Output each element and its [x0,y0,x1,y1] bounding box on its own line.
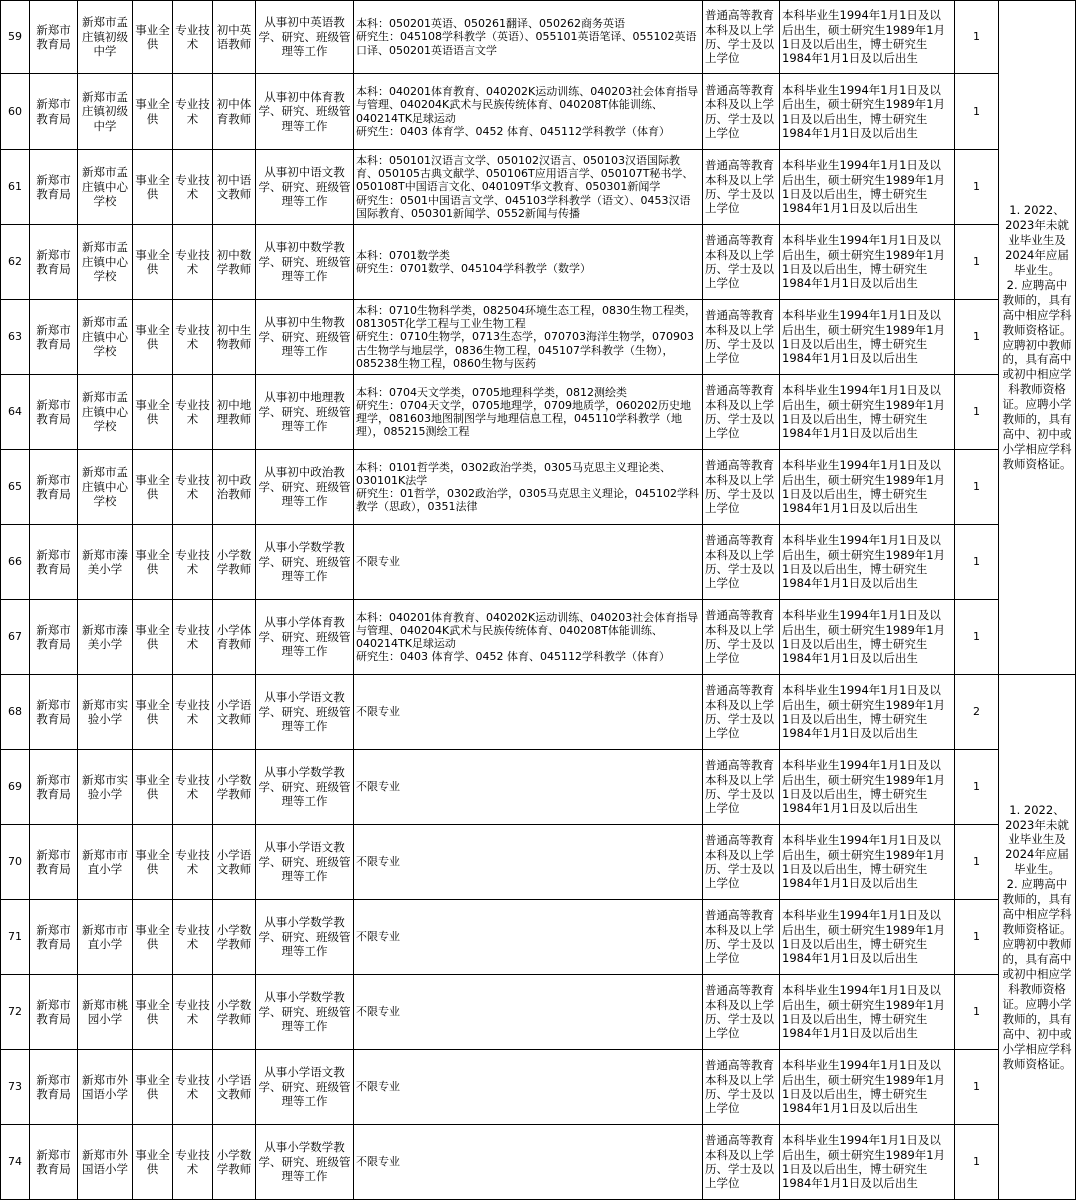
row-number: 73 [1,1050,30,1125]
department-cell: 新郑市教育局 [30,975,78,1050]
post-category-cell: 专业技术 [173,1050,213,1125]
table-row [1,1125,1076,1200]
table-row [1,375,1076,450]
row-number: 74 [1,1125,30,1200]
school-cell: 新郑市溱美小学 [78,525,133,600]
age-requirement-cell: 本科毕业生1994年1月1日及以后出生，硕士研究生1989年1月1日及以后出生，博士研究生1984年1月1日及以后出生 [780,225,955,300]
school-cell: 新郑市孟庄镇中心学校 [78,300,133,375]
row-number: 69 [1,750,30,825]
school-cell: 新郑市实验小学 [78,675,133,750]
education-cell: 普通高等教育本科及以上学历、学士及以上学位 [703,1,780,74]
education-cell: 普通高等教育本科及以上学历、学士及以上学位 [703,1050,780,1125]
duty-cell: 从事初中数学教学、研究、班级管理等工作 [256,225,354,300]
education-cell: 普通高等教育本科及以上学历、学士及以上学位 [703,150,780,225]
post-name-cell: 小学语文教师 [213,825,256,900]
age-requirement-cell: 本科毕业生1994年1月1日及以后出生，硕士研究生1989年1月1日及以后出生，博士研究生1984年1月1日及以后出生 [780,375,955,450]
school-cell: 新郑市孟庄镇中心学校 [78,225,133,300]
post-nature-cell: 事业全供 [133,225,173,300]
education-cell: 普通高等教育本科及以上学历、学士及以上学位 [703,900,780,975]
table-row [1,675,1076,750]
row-number: 72 [1,975,30,1050]
school-cell: 新郑市孟庄镇初级中学 [78,1,133,74]
headcount-cell: 1 [955,1125,999,1200]
education-cell: 普通高等教育本科及以上学历、学士及以上学位 [703,225,780,300]
row-number: 60 [1,74,30,150]
post-name-cell: 初中数学教师 [213,225,256,300]
post-name-cell: 小学数学教师 [213,975,256,1050]
row-number: 68 [1,675,30,750]
headcount-cell: 1 [955,750,999,825]
age-requirement-cell: 本科毕业生1994年1月1日及以后出生，硕士研究生1989年1月1日及以后出生，博士研究生1984年1月1日及以后出生 [780,825,955,900]
table-row [1,600,1076,675]
post-name-cell: 初中生物教师 [213,300,256,375]
major-cell: 本科：040201体育教育、040202K运动训练、040203社会体育指导与管理、040204K武术与民族传统体育、040208T体能训练、040214TK足球运动 研究生：0403 体育学、0452 体育、045112学科教学（体育） [354,74,703,150]
school-cell: 新郑市市直小学 [78,900,133,975]
age-requirement-cell: 本科毕业生1994年1月1日及以后出生，硕士研究生1989年1月1日及以后出生，博士研究生1984年1月1日及以后出生 [780,450,955,525]
major-cell: 本科：040201体育教育、040202K运动训练、040203社会体育指导与管理、040204K武术与民族传统体育、040208T体能训练、040214TK足球运动 研究生：0403 体育学、0452 体育、045112学科教学（体育） [354,600,703,675]
education-cell: 普通高等教育本科及以上学历、学士及以上学位 [703,375,780,450]
headcount-cell: 2 [955,675,999,750]
duty-cell: 从事初中体育教学、研究、班级管理等工作 [256,74,354,150]
table-row [1,150,1076,225]
headcount-cell: 1 [955,825,999,900]
post-nature-cell: 事业全供 [133,750,173,825]
remarks-cell [999,1,1076,675]
education-cell: 普通高等教育本科及以上学历、学士及以上学位 [703,975,780,1050]
headcount-cell: 1 [955,1,999,74]
major-cell: 不限专业 [354,900,703,975]
post-nature-cell: 事业全供 [133,450,173,525]
post-name-cell: 小学数学教师 [213,525,256,600]
age-requirement-cell: 本科毕业生1994年1月1日及以后出生，硕士研究生1989年1月1日及以后出生，博士研究生1984年1月1日及以后出生 [780,1,955,74]
duty-cell: 从事初中地理教学、研究、班级管理等工作 [256,375,354,450]
headcount-cell: 1 [955,150,999,225]
post-name-cell: 小学体育教师 [213,600,256,675]
post-category-cell: 专业技术 [173,150,213,225]
headcount-cell: 1 [955,450,999,525]
duty-cell: 从事初中生物教学、研究、班级管理等工作 [256,300,354,375]
post-nature-cell: 事业全供 [133,900,173,975]
table-row [1,450,1076,525]
post-category-cell: 专业技术 [173,375,213,450]
age-requirement-cell: 本科毕业生1994年1月1日及以后出生，硕士研究生1989年1月1日及以后出生，博士研究生1984年1月1日及以后出生 [780,750,955,825]
table-row [1,1,1076,74]
headcount-cell: 1 [955,225,999,300]
post-category-cell: 专业技术 [173,1,213,74]
department-cell: 新郑市教育局 [30,450,78,525]
post-category-cell: 专业技术 [173,825,213,900]
department-cell: 新郑市教育局 [30,1,78,74]
department-cell: 新郑市教育局 [30,1050,78,1125]
department-cell: 新郑市教育局 [30,750,78,825]
table-row [1,74,1076,150]
row-number: 65 [1,450,30,525]
major-cell: 不限专业 [354,1050,703,1125]
post-nature-cell: 事业全供 [133,600,173,675]
education-cell: 普通高等教育本科及以上学历、学士及以上学位 [703,525,780,600]
duty-cell: 从事小学语文教学、研究、班级管理等工作 [256,1050,354,1125]
duty-cell: 从事初中政治教学、研究、班级管理等工作 [256,450,354,525]
age-requirement-cell: 本科毕业生1994年1月1日及以后出生，硕士研究生1989年1月1日及以后出生，博士研究生1984年1月1日及以后出生 [780,1125,955,1200]
department-cell: 新郑市教育局 [30,675,78,750]
remarks-cell [999,675,1076,1200]
school-cell: 新郑市孟庄镇中心学校 [78,150,133,225]
table-body [1,1,1076,1200]
row-number: 70 [1,825,30,900]
post-name-cell: 小学语文教师 [213,675,256,750]
major-cell: 不限专业 [354,675,703,750]
table-row [1,1050,1076,1125]
major-cell: 本科：050101汉语言文学、050102汉语言、050103汉语国际教育、050105古典文献学、050106T应用语言学、050107T秘书学、050108T中国语言文化、040109T华文教育、050301新闻学 研究生：0501中国语言文学、045103学科教学（语文）、0453汉语国际教育、050301新闻学、0552新闻与传播 [354,150,703,225]
post-name-cell: 小学语文教师 [213,1050,256,1125]
department-cell: 新郑市教育局 [30,900,78,975]
post-category-cell: 专业技术 [173,600,213,675]
school-cell: 新郑市孟庄镇初级中学 [78,74,133,150]
headcount-cell: 1 [955,1050,999,1125]
post-nature-cell: 事业全供 [133,300,173,375]
post-name-cell: 初中英语教师 [213,1,256,74]
school-cell: 新郑市实验小学 [78,750,133,825]
post-nature-cell: 事业全供 [133,675,173,750]
post-category-cell: 专业技术 [173,975,213,1050]
post-name-cell: 初中语文教师 [213,150,256,225]
row-number: 71 [1,900,30,975]
row-number: 63 [1,300,30,375]
headcount-cell: 1 [955,525,999,600]
major-cell: 不限专业 [354,750,703,825]
headcount-cell: 1 [955,300,999,375]
post-category-cell: 专业技术 [173,74,213,150]
post-nature-cell: 事业全供 [133,1125,173,1200]
school-cell: 新郑市孟庄镇中心学校 [78,450,133,525]
headcount-cell: 1 [955,74,999,150]
education-cell: 普通高等教育本科及以上学历、学士及以上学位 [703,450,780,525]
department-cell: 新郑市教育局 [30,225,78,300]
post-name-cell: 小学数学教师 [213,900,256,975]
post-category-cell: 专业技术 [173,1125,213,1200]
school-cell: 新郑市溱美小学 [78,600,133,675]
duty-cell: 从事小学语文教学、研究、班级管理等工作 [256,675,354,750]
duty-cell: 从事小学数学教学、研究、班级管理等工作 [256,525,354,600]
education-cell: 普通高等教育本科及以上学历、学士及以上学位 [703,750,780,825]
education-cell: 普通高等教育本科及以上学历、学士及以上学位 [703,825,780,900]
remark-line: 2. 应聘高中教师的，具有高中相应学科教师资格证。应聘初中教师的，具有高中或初中相应学科教师资格证。应聘小学教师的，具有高中、初中或小学相应学科教师资格证。 [1002,277,1072,471]
education-cell: 普通高等教育本科及以上学历、学士及以上学位 [703,300,780,375]
age-requirement-cell: 本科毕业生1994年1月1日及以后出生，硕士研究生1989年1月1日及以后出生，博士研究生1984年1月1日及以后出生 [780,675,955,750]
post-nature-cell: 事业全供 [133,375,173,450]
post-category-cell: 专业技术 [173,300,213,375]
major-cell: 本科：0701数学类 研究生：0701数学、045104学科教学（数学） [354,225,703,300]
table-row [1,975,1076,1050]
age-requirement-cell: 本科毕业生1994年1月1日及以后出生，硕士研究生1989年1月1日及以后出生，博士研究生1984年1月1日及以后出生 [780,900,955,975]
school-cell: 新郑市外国语小学 [78,1125,133,1200]
row-number: 66 [1,525,30,600]
school-cell: 新郑市外国语小学 [78,1050,133,1125]
school-cell: 新郑市市直小学 [78,825,133,900]
department-cell: 新郑市教育局 [30,74,78,150]
duty-cell: 从事小学语文教学、研究、班级管理等工作 [256,825,354,900]
duty-cell: 从事初中英语教学、研究、班级管理等工作 [256,1,354,74]
post-category-cell: 专业技术 [173,900,213,975]
department-cell: 新郑市教育局 [30,375,78,450]
department-cell: 新郑市教育局 [30,300,78,375]
post-nature-cell: 事业全供 [133,1,173,74]
table-row [1,525,1076,600]
major-cell: 不限专业 [354,1125,703,1200]
age-requirement-cell: 本科毕业生1994年1月1日及以后出生，硕士研究生1989年1月1日及以后出生，博士研究生1984年1月1日及以后出生 [780,600,955,675]
post-name-cell: 小学数学教师 [213,750,256,825]
education-cell: 普通高等教育本科及以上学历、学士及以上学位 [703,600,780,675]
post-category-cell: 专业技术 [173,675,213,750]
department-cell: 新郑市教育局 [30,150,78,225]
education-cell: 普通高等教育本科及以上学历、学士及以上学位 [703,74,780,150]
headcount-cell: 1 [955,975,999,1050]
age-requirement-cell: 本科毕业生1994年1月1日及以后出生，硕士研究生1989年1月1日及以后出生，博士研究生1984年1月1日及以后出生 [780,975,955,1050]
post-category-cell: 专业技术 [173,225,213,300]
remark-line: 1. 2022、2023年未就业毕业生及2024年应届毕业生。 [1005,802,1069,877]
age-requirement-cell: 本科毕业生1994年1月1日及以后出生，硕士研究生1989年1月1日及以后出生，博士研究生1984年1月1日及以后出生 [780,1050,955,1125]
headcount-cell: 1 [955,375,999,450]
row-number: 62 [1,225,30,300]
headcount-cell: 1 [955,600,999,675]
remark-line: 1. 2022、2023年未就业毕业生及2024年应届毕业生。 [1005,203,1069,277]
age-requirement-cell: 本科毕业生1994年1月1日及以后出生，硕士研究生1989年1月1日及以后出生，博士研究生1984年1月1日及以后出生 [780,74,955,150]
post-name-cell: 初中政治教师 [213,450,256,525]
post-nature-cell: 事业全供 [133,975,173,1050]
duty-cell: 从事小学数学教学、研究、班级管理等工作 [256,750,354,825]
row-number: 67 [1,600,30,675]
department-cell: 新郑市教育局 [30,525,78,600]
post-nature-cell: 事业全供 [133,1050,173,1125]
post-category-cell: 专业技术 [173,750,213,825]
post-category-cell: 专业技术 [173,450,213,525]
duty-cell: 从事小学数学教学、研究、班级管理等工作 [256,900,354,975]
post-nature-cell: 事业全供 [133,825,173,900]
major-cell: 本科：0101哲学类，0302政治学类，0305马克思主义理论类、030101K法学 研究生：01哲学，0302政治学，0305马克思主义理论，045102学科教学（思政），0351法律 [354,450,703,525]
major-cell: 不限专业 [354,825,703,900]
remark-line: 2. 应聘高中教师的，具有高中相应学科教师资格证。应聘初中教师的，具有高中或初中相应学科教师资格证。应聘小学教师的，具有高中、初中或小学相应学科教师资格证。 [1002,877,1072,1071]
department-cell: 新郑市教育局 [30,1125,78,1200]
table-row [1,225,1076,300]
post-name-cell: 初中体育教师 [213,74,256,150]
school-cell: 新郑市桃园小学 [78,975,133,1050]
headcount-cell: 1 [955,900,999,975]
duty-cell: 从事小学数学教学、研究、班级管理等工作 [256,975,354,1050]
row-number: 59 [1,1,30,74]
education-cell: 普通高等教育本科及以上学历、学士及以上学位 [703,1125,780,1200]
post-name-cell: 小学数学教师 [213,1125,256,1200]
major-cell: 不限专业 [354,525,703,600]
major-cell: 本科：0704天文学类，0705地理科学类，0812测绘类 研究生：0704天文学，0705地理学，0709地质学，060202历史地理学，081603地图制图学与地理信息工程，045110学科教学（地理），085215测绘工程 [354,375,703,450]
major-cell: 不限专业 [354,975,703,1050]
row-number: 64 [1,375,30,450]
age-requirement-cell: 本科毕业生1994年1月1日及以后出生，硕士研究生1989年1月1日及以后出生，博士研究生1984年1月1日及以后出生 [780,525,955,600]
department-cell: 新郑市教育局 [30,600,78,675]
table-row [1,750,1076,825]
duty-cell: 从事小学数学教学、研究、班级管理等工作 [256,1125,354,1200]
department-cell: 新郑市教育局 [30,825,78,900]
post-name-cell: 初中地理教师 [213,375,256,450]
table-row [1,300,1076,375]
age-requirement-cell: 本科毕业生1994年1月1日及以后出生，硕士研究生1989年1月1日及以后出生，博士研究生1984年1月1日及以后出生 [780,300,955,375]
table-row [1,825,1076,900]
post-category-cell: 专业技术 [173,525,213,600]
education-cell: 普通高等教育本科及以上学历、学士及以上学位 [703,675,780,750]
post-nature-cell: 事业全供 [133,74,173,150]
major-cell: 本科：050201英语、050261翻译、050262商务英语 研究生：045108学科教学（英语）、055101英语笔译、055102英语口译、050201英语语言文学 [354,1,703,74]
school-cell: 新郑市孟庄镇中心学校 [78,375,133,450]
post-nature-cell: 事业全供 [133,150,173,225]
major-cell: 本科：0710生物科学类，082504环境生态工程，0830生物工程类，081305T化学工程与工业生物工程 研究生：0710生物学，0713生态学，070703海洋生物学，070903古生物学与地层学，0836生物工程，045107学科教学（生物），085238生物工程，0860生物与医药 [354,300,703,375]
age-requirement-cell: 本科毕业生1994年1月1日及以后出生，硕士研究生1989年1月1日及以后出生，博士研究生1984年1月1日及以后出生 [780,150,955,225]
duty-cell: 从事初中语文教学、研究、班级管理等工作 [256,150,354,225]
row-number: 61 [1,150,30,225]
duty-cell: 从事小学体育教学、研究、班级管理等工作 [256,600,354,675]
table-row [1,900,1076,975]
post-nature-cell: 事业全供 [133,525,173,600]
